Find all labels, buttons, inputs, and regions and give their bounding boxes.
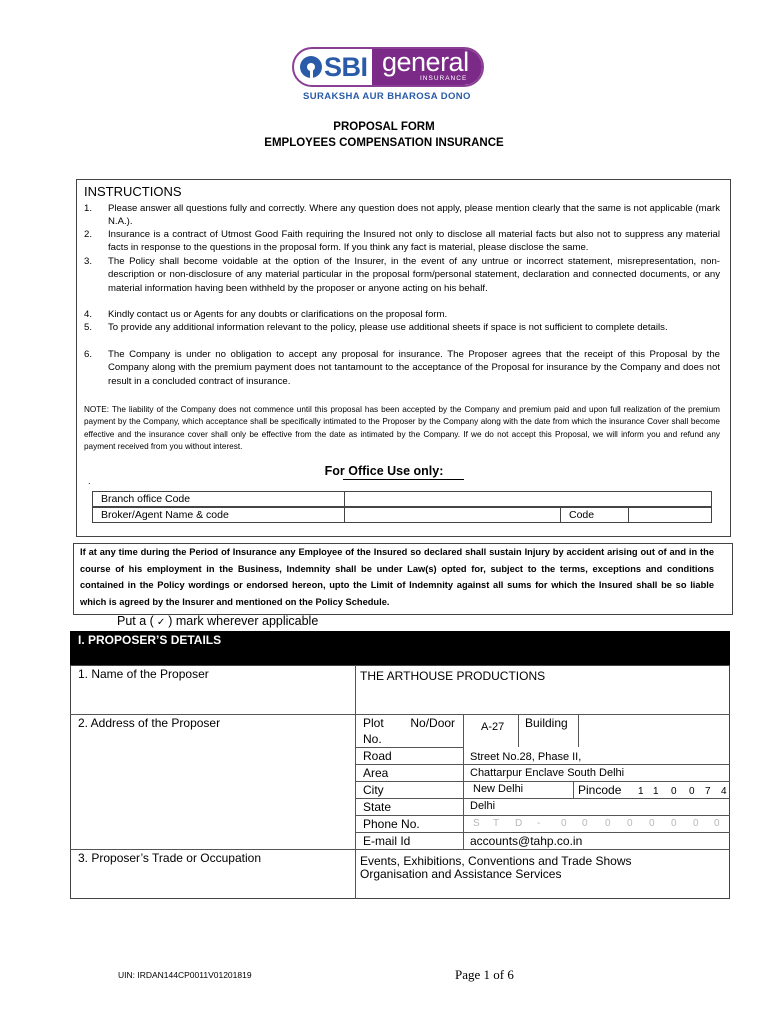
q2-label: 2. Address of the Proposer [78, 716, 221, 730]
phone-label: Phone No. [363, 817, 420, 831]
phone-template-char[interactable]: 0 [582, 818, 588, 829]
logo-general-text: general [382, 47, 469, 77]
broker-agent-name-field[interactable] [345, 508, 561, 522]
state-value-field[interactable]: Delhi [470, 800, 496, 812]
trade-line-2[interactable]: Organisation and Assistance Services [360, 867, 562, 881]
sbi-keyhole-icon-slot [310, 69, 313, 79]
logo-tagline: SURAKSHA AUR BHAROSA DONO [303, 91, 471, 102]
row-divider [355, 798, 730, 799]
instruction-number: 6. [84, 349, 93, 360]
plot-label: Plot No/Door [363, 716, 456, 730]
column-divider [518, 714, 519, 747]
logo-sbi-text: SBI [324, 52, 368, 82]
footer-page-number: Page 1 of 6 [455, 967, 514, 982]
instruction-number: 3. [84, 256, 93, 267]
branch-code-field[interactable] [345, 492, 711, 506]
form-title: PROPOSAL FORM [333, 121, 435, 133]
pincode-digit[interactable]: 1 [653, 786, 659, 797]
phone-template-char[interactable]: 0 [649, 818, 655, 829]
instruction-item [84, 228, 720, 255]
section-title: I. PROPOSER’S DETAILS [78, 633, 222, 647]
phone-template-char[interactable]: 0 [627, 818, 633, 829]
code-label: Code [561, 508, 629, 522]
pincode-digit[interactable]: 0 [689, 786, 695, 797]
indemnity-text: If at any time during the Period of Insurance any Employee of the Insured so declared shall sustain Injury by accident arising out of and in the course of his employment in the Business, Indemnity shall be under Law(s) opted for, subject to the terms, exceptions and conditions contained in the Policy wordings or endorsed hereon, upto the Limit of Indemnity against all sums for which the Insured shall be so liable which is agreed by the Insurer and mentioned on the Policy Schedule. [80, 547, 714, 607]
office-title-underline [343, 479, 464, 480]
instruction-text: Insurance is a contract of Utmost Good Faith requiring the Insured not only to disclose all material facts but also not to suppress any material facts in response to the questions in the proposal form. If you think any fact is material, please disclose the same. [108, 229, 720, 254]
pincode-digit[interactable]: 7 [705, 786, 711, 797]
instruction-text: Kindly contact us or Agents for any doubts or clarifications on the proposal form. [108, 309, 448, 320]
pincode-digit[interactable]: 1 [638, 786, 644, 797]
instruction-text: The Company is under no obligation to accept any proposal for insurance. The Proposer agrees that the receipt of this Proposal by the Company along with the premium payment does not tantamount to the acceptance of the Proposal for insurance by the Company and does not result in a concluded contract of insurance. [108, 349, 720, 387]
phone-template-char[interactable]: 0 [605, 818, 611, 829]
pincode-label: Pincode [578, 783, 622, 797]
footer-uin: UIN: IRDAN144CP0011V01201819 [118, 970, 252, 980]
row-divider [355, 747, 463, 748]
row-divider [70, 714, 730, 715]
instruction-item [84, 255, 720, 295]
logo-insurance-text: INSURANCE [420, 75, 468, 82]
column-divider [578, 714, 579, 747]
instruction-text: Please answer all questions fully and correctly. Where any question does not apply, please mention clearly that the same is not applicable (mark N.A.). [108, 203, 720, 228]
plot-value-field[interactable]: A-27 [481, 721, 505, 733]
phone-template-char[interactable]: 0 [671, 818, 677, 829]
road-value-field[interactable]: Street No.28, Phase II, [470, 751, 582, 763]
q1-label: 1. Name of the Proposer [78, 667, 209, 681]
state-label: State [363, 800, 392, 814]
phone-template-char[interactable]: D [515, 818, 523, 829]
phone-template-char[interactable]: 0 [714, 818, 720, 829]
broker-agent-row [92, 507, 712, 523]
row-divider [70, 849, 730, 850]
city-label: City [363, 783, 384, 797]
instruction-item [84, 202, 720, 229]
instruction-item [84, 348, 720, 388]
phone-template-char[interactable]: 0 [561, 818, 567, 829]
phone-template-char[interactable]: T [493, 818, 500, 829]
office-use-title: For Office Use only: [324, 464, 444, 478]
instruction-item [84, 321, 720, 334]
phone-template-char[interactable]: S [473, 818, 480, 829]
instruction-number: 4. [84, 309, 93, 320]
tick-instruction [117, 614, 318, 628]
instruction-text: To provide any additional information relevant to the policy, please use additional sheets if space is not sufficient to complete details. [108, 322, 668, 333]
phone-template-char[interactable]: - [537, 818, 541, 829]
column-divider [463, 714, 464, 849]
trade-line-1[interactable]: Events, Exhibitions, Conventions and Trade Shows [360, 854, 632, 868]
tick-mark-icon: ✓ [156, 617, 166, 628]
row-divider [355, 781, 730, 782]
form-subtitle: EMPLOYEES COMPENSATION INSURANCE [264, 137, 504, 149]
stray-dot: . [88, 476, 91, 486]
row-divider [355, 815, 730, 816]
road-label: Road [363, 749, 392, 763]
tick-instruction-suffix: ) mark wherever applicable [168, 614, 319, 628]
row-divider [355, 764, 730, 765]
instruction-number: 1. [84, 203, 93, 214]
column-divider [573, 781, 574, 798]
instruction-item [84, 308, 720, 321]
proposer-name-field[interactable]: THE ARTHOUSE PRODUCTIONS [360, 669, 546, 683]
instructions-note: NOTE: The liability of the Company does not commence until this proposal has been accepted by the Company and premium paid and upon full realization of the premium payment by the Company, which acceptance shall be specifically intimated to the Proposer by the Company along with the date from which the insurance Cover shall become effective and the insurance cover shall only be effective from the date as intimated by the Company. If we do not accept this Proposal, we will inform you and refund any payment received from you without interest. [84, 405, 720, 452]
email-label: E-mail Id [363, 834, 411, 848]
code-field[interactable] [629, 508, 711, 522]
column-divider [355, 665, 356, 899]
section-header [70, 631, 730, 665]
pincode-digit[interactable]: 4 [721, 786, 727, 797]
branch-code-row [92, 491, 712, 507]
instruction-text: The Policy shall become voidable at the option of the Insurer, in the event of any untrue or incorrect statement, misrepresentation, non-description or non-disclosure of any material particular in the proposal form/personal statement, declaration and connected documents, or any material information having been withheld by the proposer or anyone acting on his behalf. [108, 256, 720, 294]
instructions-heading: INSTRUCTIONS [84, 184, 182, 199]
building-label: Building [525, 716, 568, 730]
plot-label-no: No. [363, 732, 382, 746]
tick-instruction-prefix: Put a ( [117, 614, 154, 628]
area-label: Area [363, 766, 389, 780]
instruction-number: 5. [84, 322, 93, 333]
q3-label: 3. Proposer’s Trade or Occupation [78, 851, 261, 865]
city-value-field[interactable]: New Delhi [473, 783, 524, 795]
phone-template-char[interactable]: 0 [693, 818, 699, 829]
instruction-number: 2. [84, 229, 93, 240]
pincode-digit[interactable]: 0 [671, 786, 677, 797]
area-value-field[interactable]: Chattarpur Enclave South Delhi [470, 767, 625, 779]
email-value-field[interactable]: accounts@tahp.co.in [470, 834, 583, 848]
branch-code-label: Branch office Code [93, 492, 345, 506]
row-divider [355, 832, 730, 833]
broker-agent-label: Broker/Agent Name & code [93, 508, 345, 522]
